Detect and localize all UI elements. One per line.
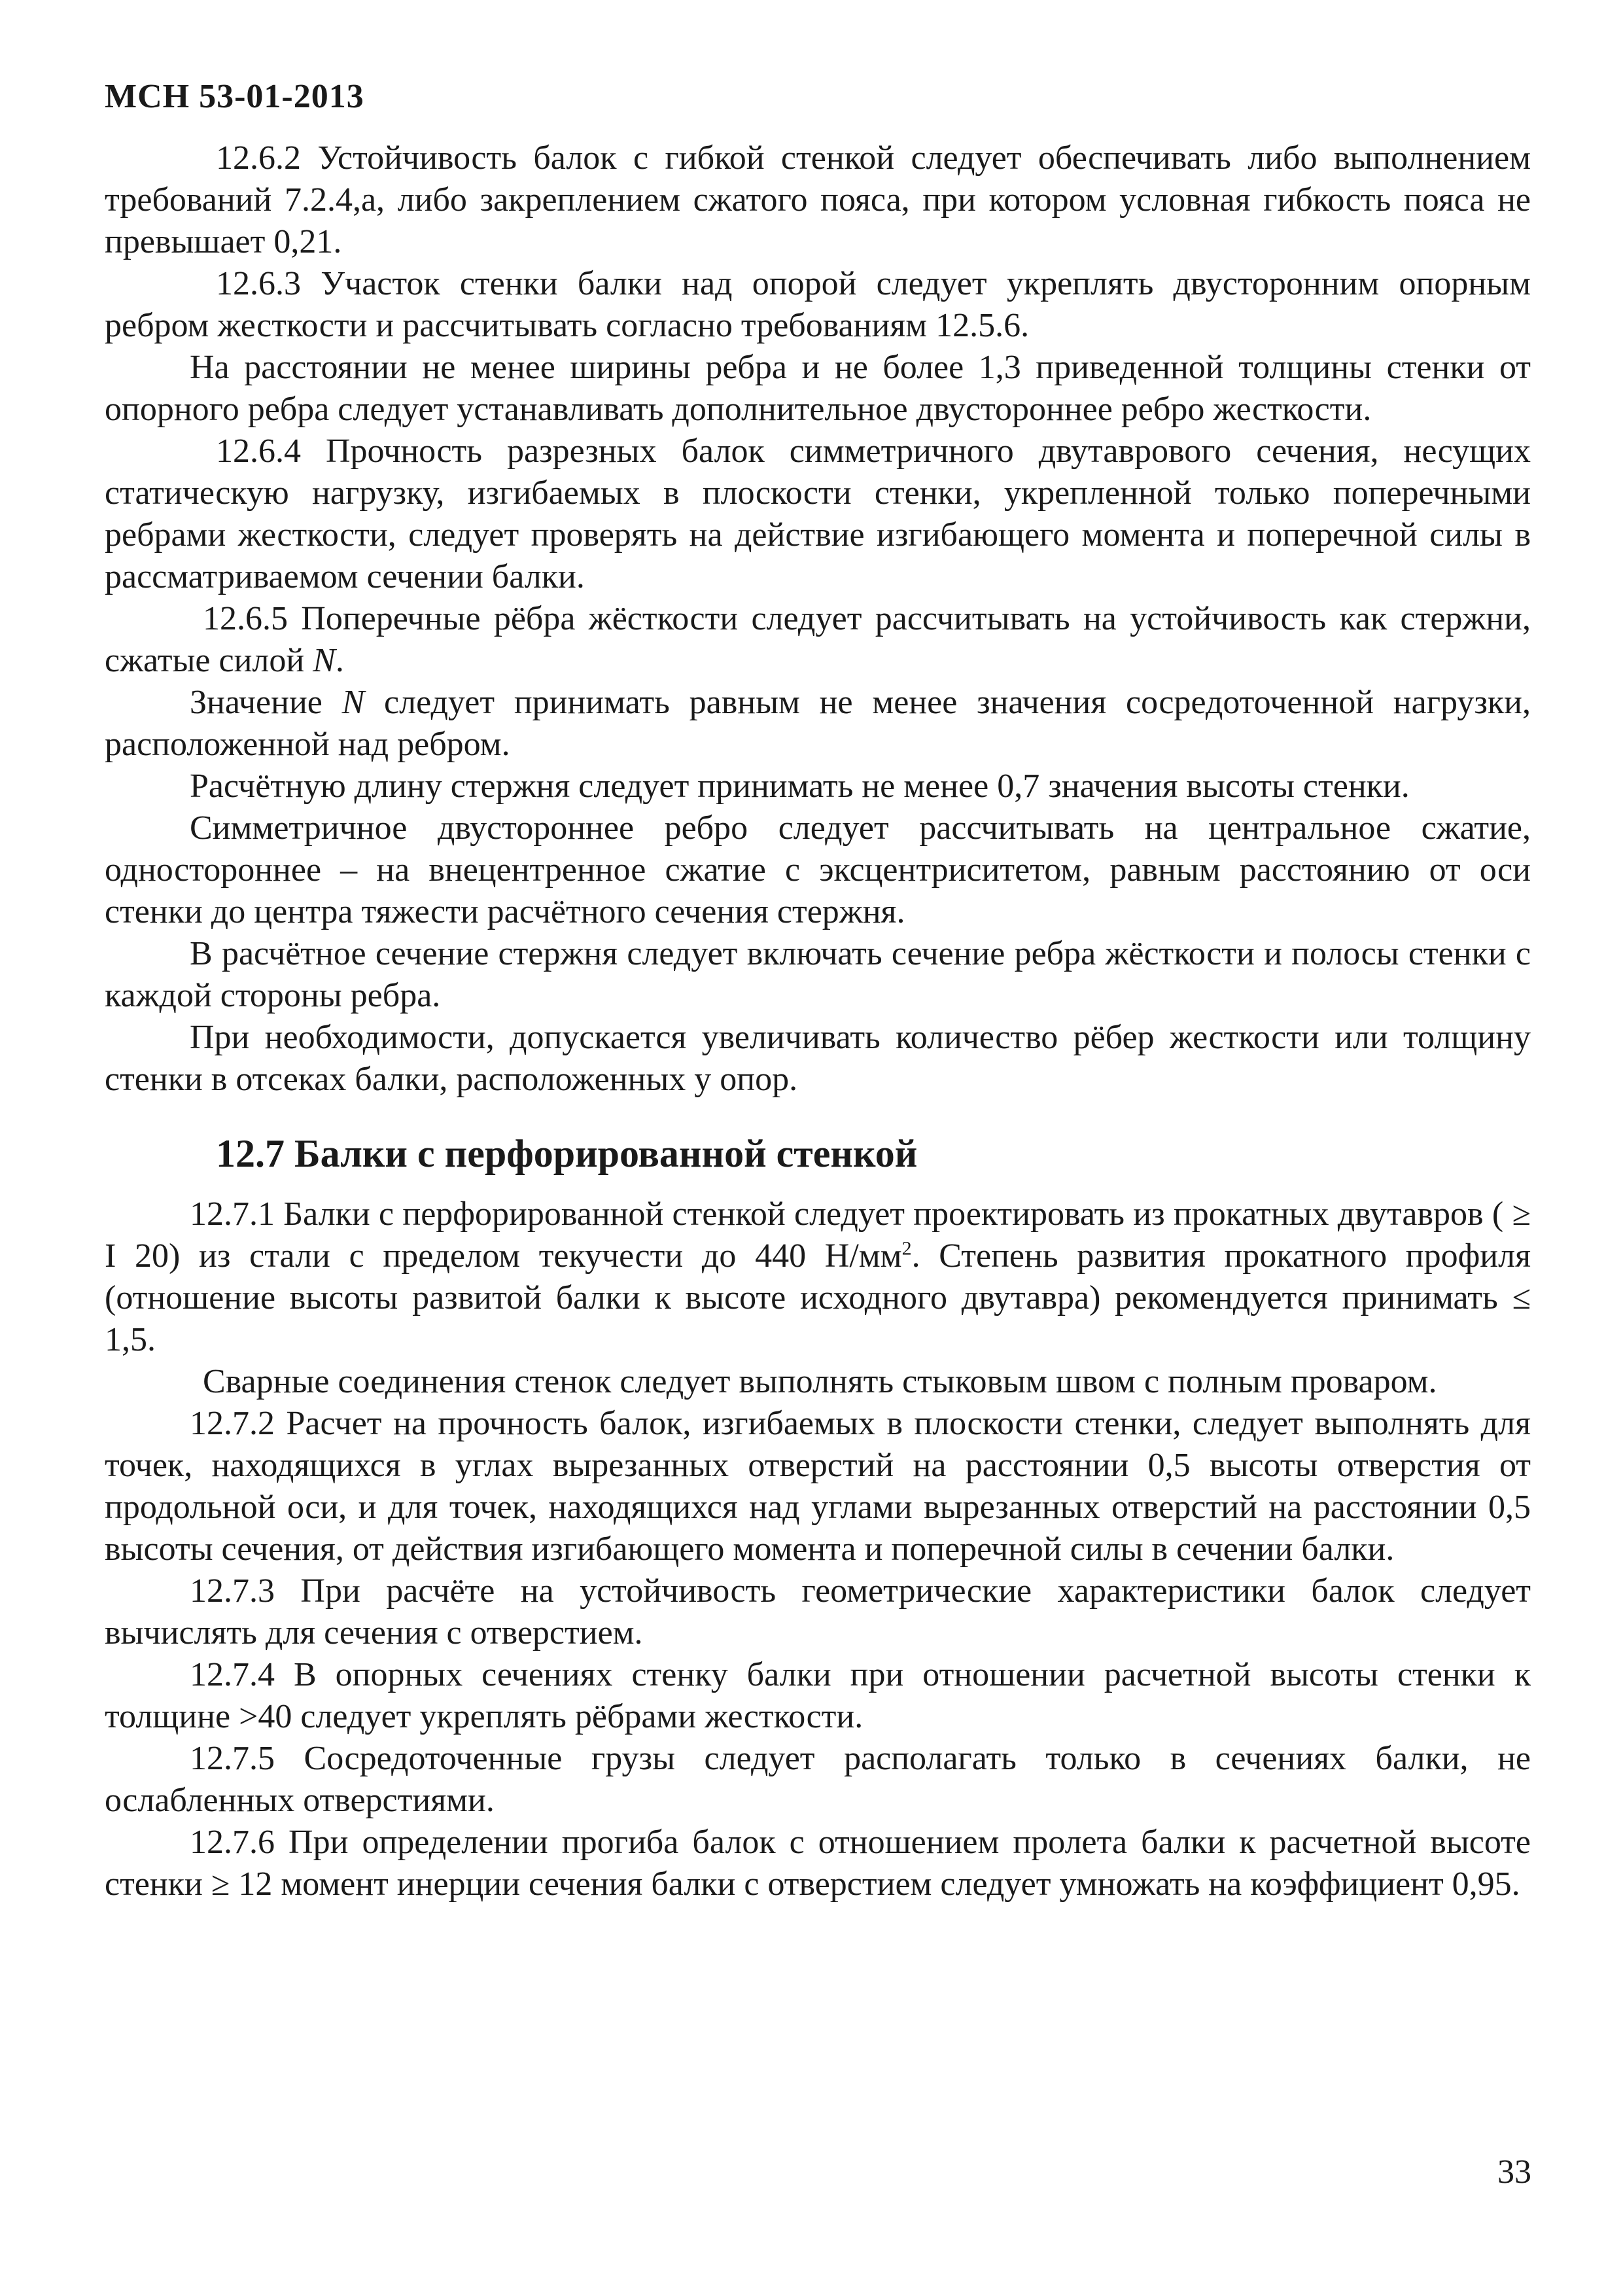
page-number: 33	[1497, 2153, 1531, 2191]
force-symbol: N	[341, 684, 365, 721]
paragraph-12-7-4: 12.7.4 В опорных сечениях стенку балки при отношении расчетной высоты стенки к толщине >40 следует укреплять рёбрами жесткости.	[105, 1656, 1531, 1735]
section-heading-12-7: 12.7 Балки с перфорированной стенкой	[216, 1132, 918, 1175]
paragraph-increase-ribs: При необходимости, допускается увеличивать количество рёбер жесткости или толщину стенки в отсеках балки, расположенных у опор.	[105, 1019, 1531, 1098]
paragraph-12-7-5: 12.7.5 Сосредоточенные грузы следует располагать только в сечениях балки, не ослабленных отверстиями.	[105, 1740, 1531, 1819]
paragraph-12-6-3: 12.6.3 Участок стенки балки над опорой следует укреплять двусторонним опорным ребром жесткости и рассчитывать согласно требованиям 12.5.6.	[105, 265, 1531, 344]
paragraph-12-7-2: 12.7.2 Расчет на прочность балок, изгибаемых в плоскости стенки, следует выполнять для точек, находящихся в углах вырезанных отверстий на расстоянии 0,5 высоты отверстия от продольной оси, и для точек, находящихся над углами вырезанных отверстий на расстоянии 0,5 высоты сечения, от действия изгибающего момента и поперечной силы в сечении балки.	[105, 1405, 1531, 1568]
paragraph-n-value: Значение N следует принимать равным не менее значения сосредоточенной нагрузки, расположенной над ребром.	[105, 684, 1531, 763]
paragraph-12-7-3: 12.7.3 При расчёте на устойчивость геометрические характеристики балок следует вычислять для сечения с отверстием.	[105, 1572, 1531, 1651]
paragraph-welded-joints: Сварные соединения стенок следует выполнять стыковым швом с полным проваром.	[203, 1363, 1437, 1400]
force-symbol: N	[313, 642, 336, 679]
paragraph-symmetric-rib: Симметричное двустороннее ребро следует рассчитывать на центральное сжатие, одностороннее – на внецентренное сжатие с эксцентриситетом, равным расстоянию от оси стенки до центра тяжести расчётного сечения стержня.	[105, 809, 1531, 930]
document-body	[105, 137, 1531, 1905]
paragraph-design-length: Расчётную длину стержня следует принимать не менее 0,7 значения высоты стенки.	[190, 768, 1410, 805]
paragraph-12-6-4: 12.6.4 Прочность разрезных балок симметричного двутаврового сечения, несущих статическую нагрузку, изгибаемых в плоскости стенки, укрепленной только поперечными ребрами жесткости, следует проверять на действие изгибающего момента и поперечной силы в рассматриваемом сечении балки.	[105, 433, 1531, 595]
paragraph-12-6-5: 12.6.5 Поперечные рёбра жёсткости следует рассчитывать на устойчивость как стержни, сжатые силой N.	[105, 600, 1531, 679]
paragraph-12-7-1: 12.7.1 Балки с перфорированной стенкой следует проектировать из прокатных двутавров ( ≥ I 20) из стали с пределом текучести до 440 $Н/мм^2$. Степень развития прокатного профиля (отношение высоты развитой балки к высоте исходного двутавра) рекомендуется принимать ≤ 1,5.	[105, 1195, 1531, 1358]
paragraph-12-6-2: 12.6.2 Устойчивость балок с гибкой стенкой следует обеспечивать либо выполнением требований 7.2.4,а, либо закреплением сжатого пояса, при котором условная гибкость пояса не превышает 0,21.	[105, 139, 1531, 260]
paragraph-support-rib: На расстоянии не менее ширины ребра и не более 1,3 приведенной толщины стенки от опорного ребра следует устанавливать дополнительное двустороннее ребро жесткости.	[105, 349, 1531, 428]
paragraph-design-section: В расчётное сечение стержня следует включать сечение ребра жёсткости и полосы стенки с каждой стороны ребра.	[105, 935, 1531, 1014]
paragraph-12-7-6: 12.7.6 При определении прогиба балок с отношением пролета балки к расчетной высоте стенки ≥ 12 момент инерции сечения балки с отверстием следует умножать на коэффициент 0,95.	[105, 1824, 1531, 1903]
document-code-header: МСН 53-01-2013	[105, 78, 364, 115]
